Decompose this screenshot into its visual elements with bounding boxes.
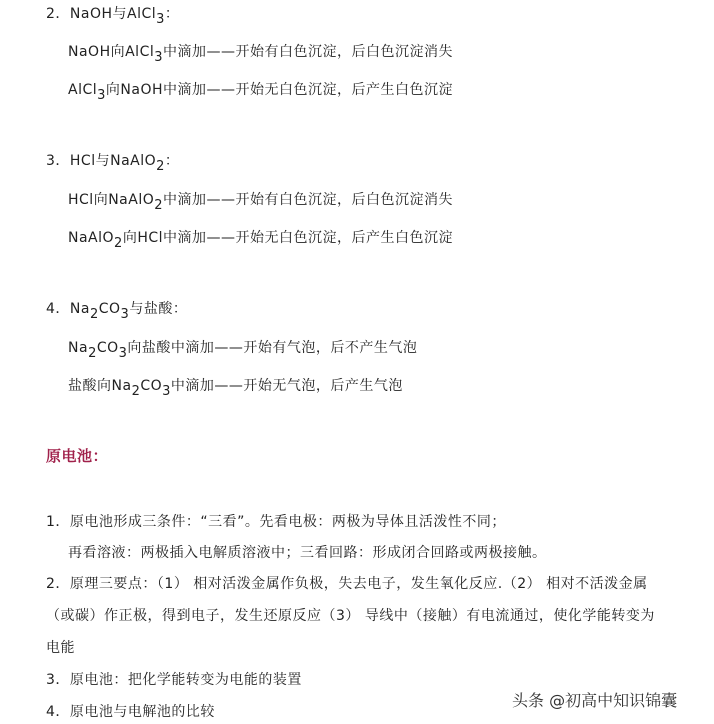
text-line [68,42,454,65]
text-segment: CO [96,340,119,356]
text-segment: 2．NaOH与AlCl [46,6,157,22]
text-line [68,376,403,399]
text-segment: 中滴加——开始有白色沉淀，后白色沉淀消失 [163,44,454,60]
subscript: 2 [154,198,164,213]
section-heading [46,446,108,466]
text-segment: 电能 [46,640,75,656]
text-line [46,512,506,532]
text-segment: 中滴加——开始有白色沉淀，后白色沉淀消失 [163,192,454,208]
text-segment: 向盐酸中滴加——开始有气泡，后不产生气泡 [127,340,418,356]
subscript: 2 [88,346,97,361]
subscript: 2 [156,159,165,174]
text-segment: 1．原电池形成三条件：“三看”。先看电极：两极为导体且活泼性不同； [46,514,506,530]
text-segment: 3．原电池：把化学能转变为电能的装置 [46,672,302,688]
subscript: 2 [114,236,123,251]
text-segment: 向HCl中滴加——开始无白色沉淀，后产生白色沉淀 [122,230,454,246]
text-segment: （或碳）作正极，得到电子，发生还原反应（3） 导线中（接触）有电流通过，使化学能转变为 [46,608,655,624]
text-segment: NaAlO [68,230,115,246]
text-segment: 与盐酸： [129,301,188,317]
text-segment: 向NaOH中滴加——开始无白色沉淀，后产生白色沉淀 [105,82,454,98]
text-line [46,4,180,27]
text-segment: CO [140,378,163,394]
text-segment: ： [164,153,180,169]
text-segment: 4．原电池与电解池的比较 [46,704,215,720]
subscript: 3 [154,50,164,65]
text-segment: 原电池： [46,447,109,465]
text-segment: 再看溶液：两极插入电解质溶液中；三看回路：形成闭合回路或两极接触。 [68,545,547,561]
text-line [46,670,302,690]
text-segment: Na [68,340,89,356]
text-line [68,190,454,213]
text-segment: NaOH向AlCl [68,44,155,60]
text-segment: 3．HCl与NaAlO [46,153,157,169]
text-segment: 2．原理三要点：（1） 相对活泼金属作负极，失去电子，发生氧化反应.（2） 相对不活泼金属 [46,576,648,592]
text-line [46,638,75,658]
text-segment: 中滴加——开始无气泡，后产生气泡 [170,378,403,394]
watermark: 头条 @初高中知识锦囊 [512,691,678,710]
text-line [68,228,454,251]
subscript: 3 [120,307,130,322]
subscript: 2 [89,307,99,322]
text-segment: CO [98,301,121,317]
text-segment: AlCl [68,82,98,98]
text-segment: ： [164,6,180,22]
text-segment: 4．Na [46,301,90,317]
text-line [46,574,648,594]
text-line [46,606,655,626]
text-line [68,338,418,361]
text-line [46,702,215,722]
text-line [46,299,188,322]
subscript: 3 [97,88,106,103]
text-segment: 盐酸向Na [68,378,132,394]
subscript: 3 [156,12,165,27]
text-line [46,151,180,174]
subscript: 3 [118,346,128,361]
text-line [68,80,454,103]
subscript: 3 [162,384,171,399]
text-line [68,543,547,563]
subscript: 2 [131,384,141,399]
text-segment: HCl向NaAlO [68,192,155,208]
